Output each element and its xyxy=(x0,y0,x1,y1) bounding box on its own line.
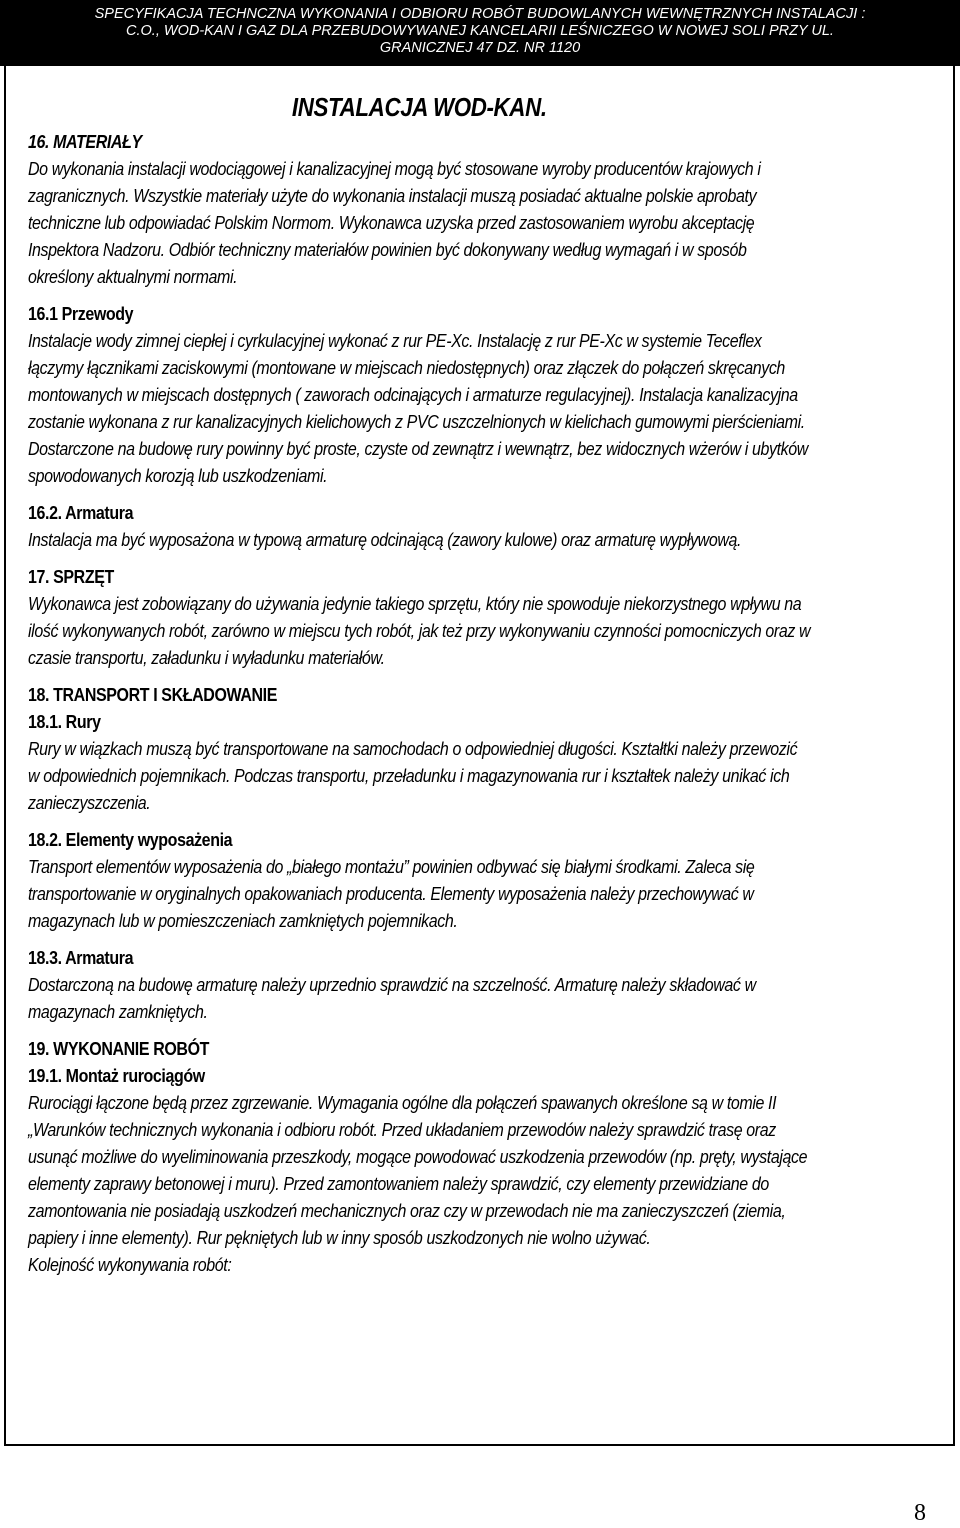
header-line-3: GRANICZNEJ 47 DZ. NR 1120 xyxy=(379,40,581,56)
section-18-2-heading: 18.2. Elementy wyposażenia xyxy=(28,829,233,850)
section-16-2-text: Instalacja ma być wyposażona w typową armaturę odcinającą (zawory kulowe) oraz armaturę wypływową. xyxy=(28,529,742,550)
section-18-2-text: Transport elementów wyposażenia do „białego montażu” powinien odbywać się białymi środkami. Zaleca się transportowanie w oryginalnych opakowaniach producenta. Elementy wyposażenia należy przechowywać w magazynach lub w pomieszczeniach zamkniętych pojemnikach. xyxy=(28,856,755,931)
section-17-text: Wykonawca jest zobowiązany do używania jedynie takiego sprzętu, który nie spowoduje niekorzystnego wpływu na ilość wykonywanych robót, zarówno w miejscu tych robót, jak też przy wykonywaniu czynności pomocniczych oraz w czasie transportu, załadunku i wyładunku materiałów. xyxy=(28,593,811,668)
header-line-1: SPECYFIKACJA TECHNCZNA WYKONANIA I ODBIORU ROBÓT BUDOWLANYCH WEWNĘTRZNYCH INSTALACJI : xyxy=(94,6,866,22)
section-19-1-heading: 19.1. Montaż rurociągów xyxy=(28,1065,205,1086)
section-16-heading: 16. MATERIAŁY xyxy=(28,131,142,152)
section-18-3-heading: 18.3. Armatura xyxy=(28,947,134,968)
section-16-1-text: Instalacje wody zimnej ciepłej i cyrkulacyjnej wykonać z rur PE-Xc. Instalację z rur PE-Xc w systemie Teceflex łączymy łącznikami zaciskowymi (montowane w miejscach niedostępnych) oraz złączek do połączeń skręcanych montowanych w miejscach dostępnych ( zaworach odcinających i armaturze regulacyjnej). Instalacja kanalizacyjna zostanie wykonana z rur kanalizacyjnych kielichowych z PVC uszczelnionych w kielichach gumowymi pierścieniami. Dostarczone na budowę rury powinny być proste, czyste od zewnątrz i wewnątrz, bez widocznych wżerów i ubytków spowodowanych korozją lub uszkodzeniami. xyxy=(28,330,808,486)
section-17-heading: 17. SPRZĘT xyxy=(28,566,114,587)
page-number: 8 xyxy=(914,1500,926,1526)
section-16-1-heading: 16.1 Przewody xyxy=(28,303,134,324)
document-body xyxy=(28,88,811,1278)
document-header xyxy=(0,0,960,66)
section-18-1-heading: 18.1. Rury xyxy=(28,711,101,732)
section-19-heading: 19. WYKONANIE ROBÓT xyxy=(28,1038,210,1059)
section-18-3-text: Dostarczoną na budowę armaturę należy uprzednio sprawdzić na szczelność. Armaturę należy składować w magazynach zamkniętych. xyxy=(28,974,756,1022)
section-18-heading: 18. TRANSPORT I SKŁADOWANIE xyxy=(28,684,277,705)
section-16-text: Do wykonania instalacji wodociągowej i kanalizacyjnej mogą być stosowane wyroby producentów krajowych i zagranicznych. Wszystkie materiały użyte do wykonania instalacji muszą posiadać aktualne polskie aprobaty techniczne lub odpowiadać Polskim Normom. Wykonawca uzyska przed zastosowaniem wyrobu akceptację Inspektora Nadzoru. Odbiór techniczny materiałów powinien być dokonywany według wymagań i w sposób określony aktualnymi normami. xyxy=(28,158,761,287)
section-19-1-tail: Kolejność wykonywania robót: xyxy=(28,1254,232,1275)
header-line-2: C.O., WOD-KAN I GAZ DLA PRZEBUDOWYWANEJ KANCELARII LEŚNICZEGO W NOWEJ SOLI PRZY UL. xyxy=(126,23,834,39)
section-18-1-text: Rury w wiązkach muszą być transportowane na samochodach o odpowiedniej długości. Kształtki należy przewozić w odpowiednich pojemnikach. Podczas transportu, przeładunku i magazynowania rur i kształtek należy unikać ich zanieczyszczenia. xyxy=(28,738,798,813)
section-16-2-heading: 16.2. Armatura xyxy=(28,502,134,523)
page-title: INSTALACJA WOD-KAN. xyxy=(291,92,547,122)
section-19-1-text: Rurociągi łączone będą przez zgrzewanie. Wymagania ogólne dla połączeń spawanych określone są w tomie II „Warunków technicznych wykonania i odbioru robót. Przed układaniem przewodów należy sprawdzić trasę oraz usunąć możliwe do wyeliminowania przeszkody, mogące powodować uszkodzenia przewodów (np. pręty, wystające elementy zaprawy betonowej i muru). Przed zamontowaniem należy sprawdzić, czy elementy przewidziane do zamontowania nie posiadają uszkodzeń mechanicznych oraz czy w przewodach nie ma zanieczyszczeń (ziemia, papiery i inne elementy). Rur pękniętych lub w inny sposób uszkodzonych nie wolno używać. xyxy=(28,1092,808,1248)
